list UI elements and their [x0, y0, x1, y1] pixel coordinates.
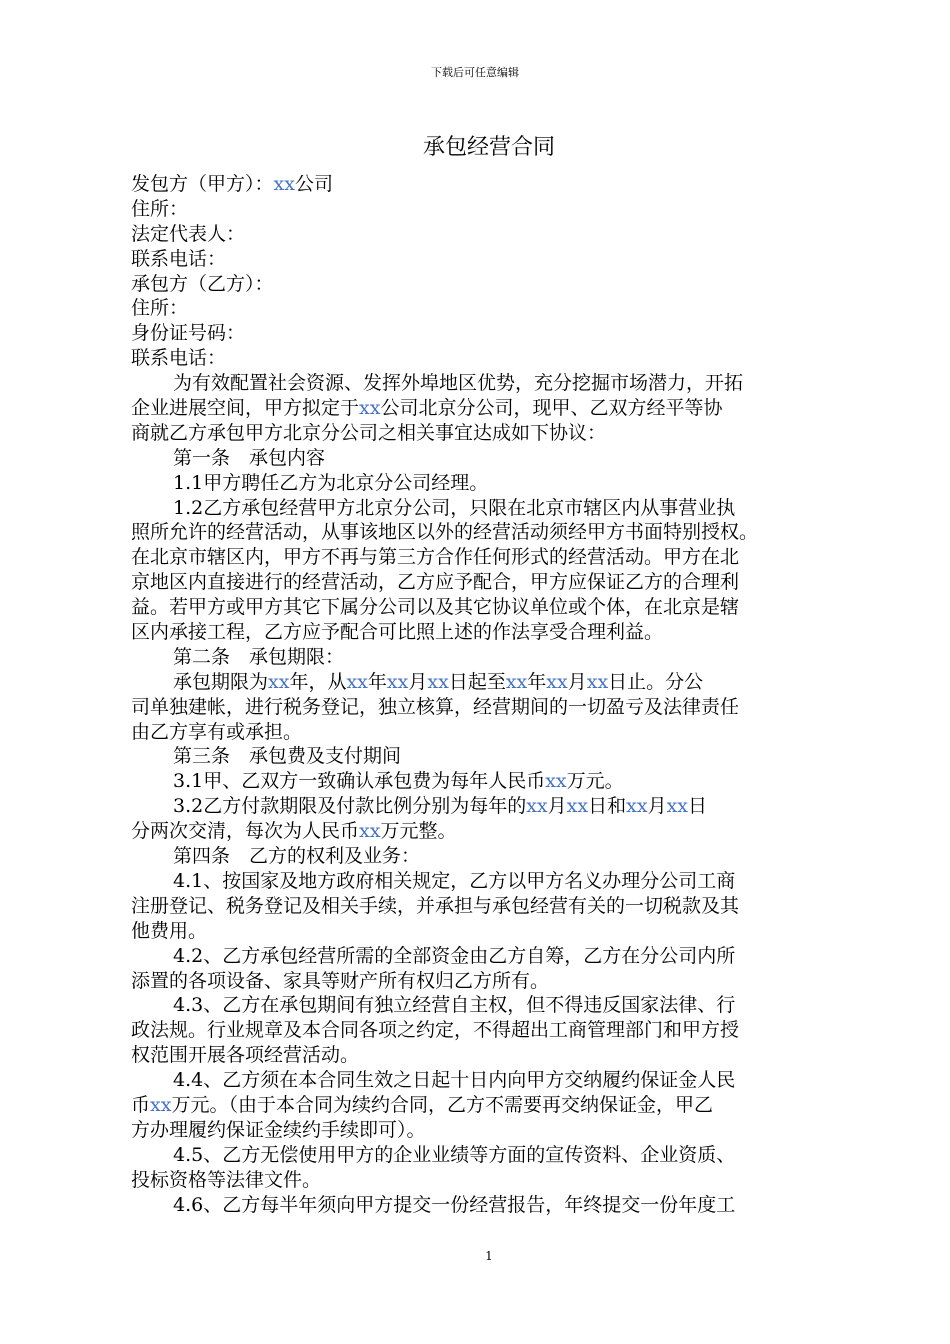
placeholder-text: xx	[386, 670, 409, 693]
text-segment: 分两次交清，每次为人民币	[131, 820, 360, 843]
text-line	[131, 919, 851, 944]
text-segment: 区内承接工程，乙方应予配合可比照上述的作法享受合理利益。	[131, 621, 664, 644]
text-segment: 年	[527, 670, 547, 693]
text-segment: 司单独建帐，进行税务登记，独立核算，经营期间的一切盈亏及法律责任	[131, 695, 740, 718]
text-line	[131, 769, 851, 794]
text-line	[131, 197, 851, 222]
header-note: 下载后可任意编辑	[431, 66, 519, 79]
placeholder-text: xx	[586, 670, 609, 693]
placeholder-text: xx	[150, 1093, 172, 1116]
text-segment: 4.5、乙方无偿使用甲方的企业业绩等方面的宣传资料、企业资质、	[173, 1143, 736, 1166]
text-segment: 为有效配置社会资源、发挥外埠地区优势，充分挖掘市场潜力，开拓	[173, 372, 744, 395]
text-segment: 方办理履约保证金续约手续即可）。	[131, 1118, 426, 1141]
text-line	[131, 894, 851, 919]
placeholder-text: xx	[359, 820, 381, 843]
placeholder-text: xx	[566, 795, 589, 818]
text-segment: 照所允许的经营活动，从事该地区以外的经营活动须经甲方书面特别授权。	[131, 521, 759, 544]
text-line	[131, 993, 851, 1018]
text-line	[131, 819, 851, 844]
text-line	[131, 695, 851, 720]
text-segment: 月	[567, 670, 587, 693]
text-segment: 他费用。	[131, 919, 208, 942]
text-line	[131, 321, 851, 346]
contract-body	[131, 172, 851, 1217]
text-segment: 添置的各项设备、家具等财产所有权归乙方所有。	[131, 969, 550, 992]
text-line	[131, 1043, 851, 1068]
text-segment: 第二条 承包期限：	[173, 645, 345, 668]
text-segment: 币	[131, 1093, 151, 1116]
text-line	[131, 969, 851, 994]
text-line	[131, 944, 851, 969]
text-segment: 月	[647, 795, 667, 818]
text-segment: 3.1甲、乙双方一致确认承包费为每年人民币	[173, 770, 546, 793]
text-segment: 由乙方享有或承担。	[131, 720, 303, 743]
text-segment: 日起至	[448, 670, 506, 693]
placeholder-text: xx	[626, 795, 648, 818]
text-line	[131, 1193, 851, 1218]
placeholder-text: xx	[346, 670, 368, 693]
text-line	[131, 620, 851, 645]
text-segment: 投标资格等法律文件。	[131, 1168, 322, 1191]
text-line	[131, 1018, 851, 1043]
text-segment: 第一条 承包内容	[173, 446, 326, 469]
text-line	[131, 296, 851, 321]
text-segment: 年	[367, 670, 387, 693]
text-segment: 4.6、乙方每半年须向甲方提交一份经营报告，年终提交一份年度工	[173, 1193, 736, 1216]
placeholder-text: xx	[545, 770, 567, 793]
page-number: 1	[485, 1249, 493, 1263]
text-segment: 1.2乙方承包经营甲方北京分公司，只限在北京市辖区内从事营业执	[173, 496, 736, 519]
text-line	[131, 1093, 851, 1118]
text-line	[131, 446, 851, 471]
text-segment: 4.1、按国家及地方政府相关规定，乙方以甲方名义办理分公司工商	[173, 869, 736, 892]
text-segment: 权范围开展各项经营活动。	[131, 1044, 360, 1067]
text-segment: 月	[408, 670, 428, 693]
text-segment: 第四条 乙方的权利及业务：	[173, 845, 421, 868]
text-segment: 万元。（由于本合同为续约合同，乙方不需要再交纳保证金，甲乙	[171, 1093, 713, 1116]
text-segment: 日止。分公	[608, 670, 704, 693]
text-segment: 政法规。行业规章及本合同各项之约定，不得超出工商管理部门和甲方授	[131, 1019, 740, 1042]
text-segment: 住所：	[131, 197, 189, 220]
text-line	[131, 272, 851, 297]
text-line	[131, 570, 851, 595]
text-segment: 联系电话：	[131, 247, 227, 270]
text-segment: 万元整。	[380, 820, 457, 843]
text-line	[131, 1068, 851, 1093]
text-segment: 企业进展空间，甲方拟定于	[131, 397, 360, 420]
placeholder-text: xx	[427, 670, 449, 693]
text-segment: 年，从	[289, 670, 347, 693]
text-segment: 京地区内直接进行的经营活动，乙方应予配合，甲方应保证乙方的合理利	[131, 571, 740, 594]
placeholder-text: xx	[505, 670, 528, 693]
text-line	[131, 222, 851, 247]
text-line	[131, 645, 851, 670]
text-line	[131, 471, 851, 496]
text-segment: 承包期限为	[173, 670, 269, 693]
text-line	[131, 844, 851, 869]
text-segment: 公司	[294, 173, 333, 195]
text-line	[131, 1168, 851, 1193]
text-segment: 住所：	[131, 297, 189, 320]
text-segment: 4.3、乙方在承包期间有独立经营自主权，但不得违反国家法律、行	[173, 994, 736, 1017]
text-line	[131, 1118, 851, 1143]
placeholder-text: xx	[268, 670, 290, 693]
text-line	[131, 595, 851, 620]
text-line	[131, 720, 851, 745]
text-line	[131, 744, 851, 769]
placeholder-text: xx	[526, 795, 548, 818]
text-line	[131, 172, 851, 197]
text-segment: 月	[547, 795, 567, 818]
text-segment: 1.1甲方聘任乙方为北京分公司经理。	[173, 471, 489, 494]
text-line	[131, 1143, 851, 1168]
placeholder-text: xx	[666, 795, 689, 818]
text-line	[131, 545, 851, 570]
text-segment: 发包方（甲方）：	[131, 173, 274, 195]
text-line	[131, 520, 851, 545]
text-segment: 承包方（乙方）：	[131, 272, 274, 295]
text-segment: 益。若甲方或甲方其它下属分公司以及其它协议单位或个体，在北京是辖	[131, 596, 740, 619]
placeholder-text: xx	[546, 670, 568, 693]
text-segment: 第三条 承包费及支付期间	[173, 745, 402, 768]
text-line	[131, 346, 851, 371]
text-segment: 4.4、乙方须在本合同生效之日起十日内向甲方交纳履约保证金人民	[173, 1069, 736, 1092]
text-segment: 4.2、乙方承包经营所需的全部资金由乙方自筹，乙方在分公司内所	[173, 944, 736, 967]
text-segment: 身份证号码：	[131, 322, 246, 345]
text-line	[131, 869, 851, 894]
text-segment: 联系电话：	[131, 347, 227, 370]
text-line	[131, 670, 851, 695]
text-line	[131, 247, 851, 272]
text-segment: 万元。	[566, 770, 624, 793]
text-line	[131, 396, 851, 421]
text-segment: 商就乙方承包甲方北京分公司之相关事宜达成如下协议：	[131, 421, 607, 444]
text-segment: 注册登记、税务登记及相关手续，并承担与承包经营有关的一切税款及其	[131, 894, 740, 917]
document-title: 承包经营合同	[422, 135, 555, 160]
text-segment: 在北京市辖区内，甲方不再与第三方合作任何形式的经营活动。甲方在北	[131, 546, 740, 569]
placeholder-text: xx	[359, 397, 381, 420]
text-line	[131, 496, 851, 521]
text-line	[131, 794, 851, 819]
text-line	[131, 371, 851, 396]
text-segment: 日	[688, 795, 708, 818]
text-segment: 法定代表人：	[131, 222, 246, 245]
text-segment: 3.2乙方付款期限及付款比例分别为每年的	[173, 795, 527, 818]
text-line	[131, 421, 851, 446]
placeholder-text: xx	[273, 173, 295, 195]
text-segment: 公司北京分公司，现甲、乙双方经平等协	[380, 397, 723, 420]
text-segment: 日和	[588, 795, 627, 818]
